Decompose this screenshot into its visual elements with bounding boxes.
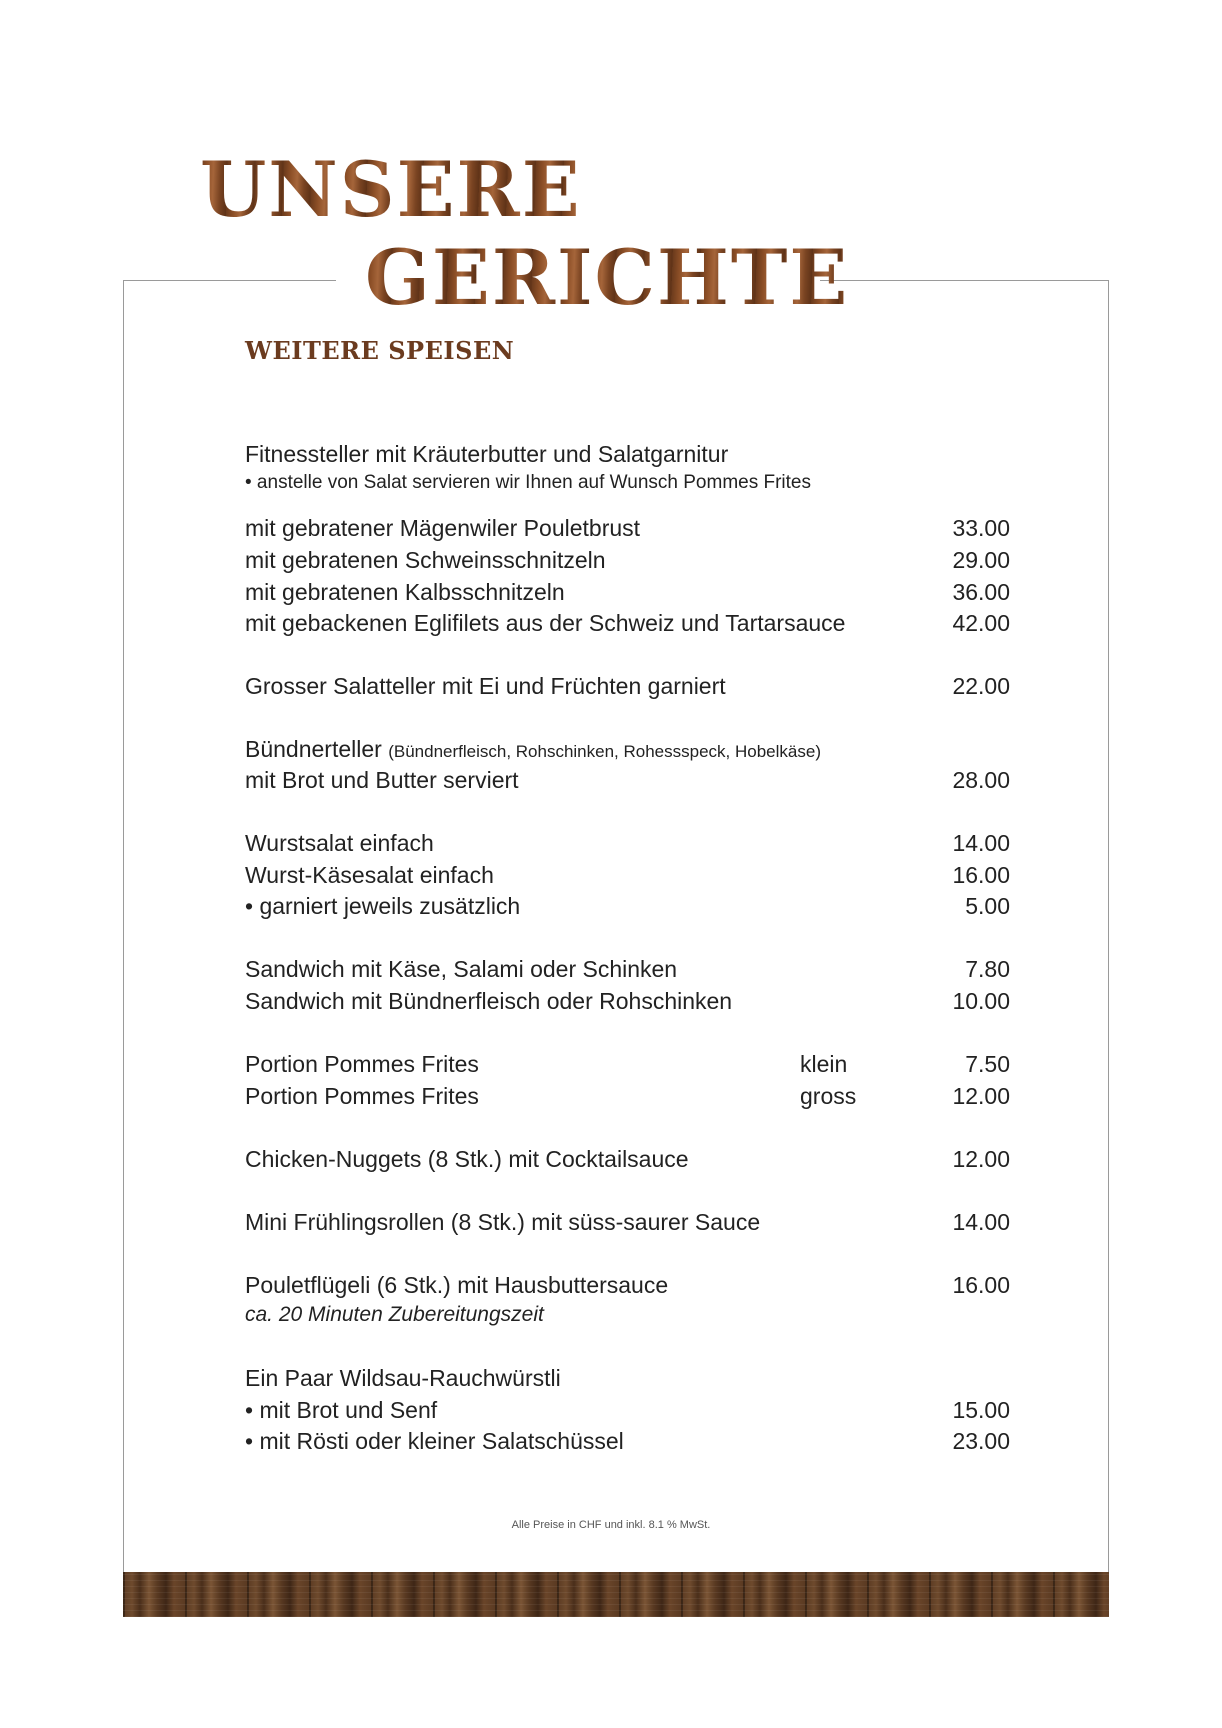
item-name: Sandwich mit Käse, Salami oder Schinken — [245, 956, 678, 982]
list-item — [245, 890, 1010, 922]
item-price: 14.00 — [952, 1209, 1010, 1235]
list-item — [245, 607, 1010, 639]
item-price: 29.00 — [952, 547, 1010, 573]
section-subtitle: WEITERE SPEISEN — [245, 336, 515, 365]
item-price: 42.00 — [952, 610, 1010, 636]
item-name: mit gebratenen Kalbsschnitzeln — [245, 579, 565, 605]
item-price: 12.00 — [952, 1146, 1010, 1172]
item-price: 22.00 — [952, 673, 1010, 699]
list-item — [245, 859, 1010, 891]
item-name: mit gebratener Mägenwiler Pouletbrust — [245, 515, 641, 541]
item-title: Fitnessteller mit Kräuterbutter und Salatgarnitur — [245, 441, 729, 467]
list-item — [245, 670, 1010, 702]
list-item — [245, 1143, 1010, 1175]
item-note: ca. 20 Minuten Zubereitungszeit — [245, 1303, 544, 1326]
list-item — [245, 576, 1010, 608]
list-item — [245, 512, 1010, 544]
title-line-1: UNSERE — [200, 145, 582, 234]
item-price: 14.00 — [952, 830, 1010, 856]
item-note: • anstelle von Salat servieren wir Ihnen auf Wunsch Pommes Frites — [245, 472, 811, 493]
item-price: 33.00 — [952, 515, 1010, 541]
list-item — [245, 733, 1010, 765]
list-item — [245, 827, 1010, 859]
item-name: Wurstsalat einfach — [245, 830, 434, 856]
item-name: • garniert jeweils zusätzlich — [245, 893, 521, 919]
item-name: Sandwich mit Bündnerfleisch oder Rohschinken — [245, 988, 733, 1014]
list-item — [245, 1206, 1010, 1238]
item-price: 12.00 — [952, 1083, 1010, 1109]
list-item — [245, 1362, 1010, 1394]
item-price: 23.00 — [952, 1428, 1010, 1454]
list-item — [245, 1299, 1010, 1331]
item-name: Portion Pommes Frites — [245, 1083, 479, 1109]
item-detail: (Bündnerfleisch, Rohschinken, Rohessspeck, Hobelkäse) — [388, 742, 821, 761]
list-item — [245, 985, 1010, 1017]
item-price: 16.00 — [952, 1272, 1010, 1298]
item-name: Chicken-Nuggets (8 Stk.) mit Cocktailsauce — [245, 1146, 689, 1172]
item-name: Portion Pommes Frites — [245, 1051, 479, 1077]
item-price: 36.00 — [952, 579, 1010, 605]
item-price: 7.80 — [965, 956, 1010, 982]
item-name: mit gebackenen Eglifilets aus der Schweiz und Tartarsauce — [245, 610, 846, 636]
item-price: 10.00 — [952, 988, 1010, 1014]
list-item — [245, 438, 1010, 470]
item-name: • mit Brot und Senf — [245, 1397, 438, 1423]
list-item — [245, 467, 1010, 499]
price-disclaimer: Alle Preise in CHF und inkl. 8.1 % MwSt. — [511, 1519, 711, 1531]
list-item — [245, 953, 1010, 985]
item-title: Ein Paar Wildsau-Rauchwürstli — [245, 1365, 561, 1391]
list-item — [245, 1080, 1010, 1112]
item-name: Bündnerteller — [245, 736, 382, 762]
item-name: mit Brot und Butter serviert — [245, 767, 519, 793]
item-size: gross — [800, 1083, 857, 1109]
list-item — [245, 1269, 1010, 1301]
item-name: Pouletflügeli (6 Stk.) mit Hausbuttersauce — [245, 1272, 669, 1298]
item-name: • mit Rösti oder kleiner Salatschüssel — [245, 1428, 624, 1454]
item-price: 16.00 — [952, 862, 1010, 888]
item-size: klein — [800, 1051, 848, 1077]
item-price: 15.00 — [952, 1397, 1010, 1423]
wood-grain — [123, 1572, 1109, 1617]
item-price: 7.50 — [965, 1051, 1010, 1077]
list-item — [245, 1425, 1010, 1457]
item-name: mit gebratenen Schweinsschnitzeln — [245, 547, 606, 573]
item-price: 5.00 — [965, 893, 1010, 919]
list-item — [245, 1394, 1010, 1426]
list-item — [245, 764, 1010, 796]
list-item — [245, 1048, 1010, 1080]
item-price: 28.00 — [952, 767, 1010, 793]
title-line-2: GERICHTE — [365, 233, 850, 322]
item-name: Wurst-Käsesalat einfach — [245, 862, 494, 888]
item-name: Grosser Salatteller mit Ei und Früchten garniert — [245, 673, 726, 699]
item-name: Mini Frühlingsrollen (8 Stk.) mit süss-saurer Sauce — [245, 1209, 761, 1235]
list-item — [245, 544, 1010, 576]
